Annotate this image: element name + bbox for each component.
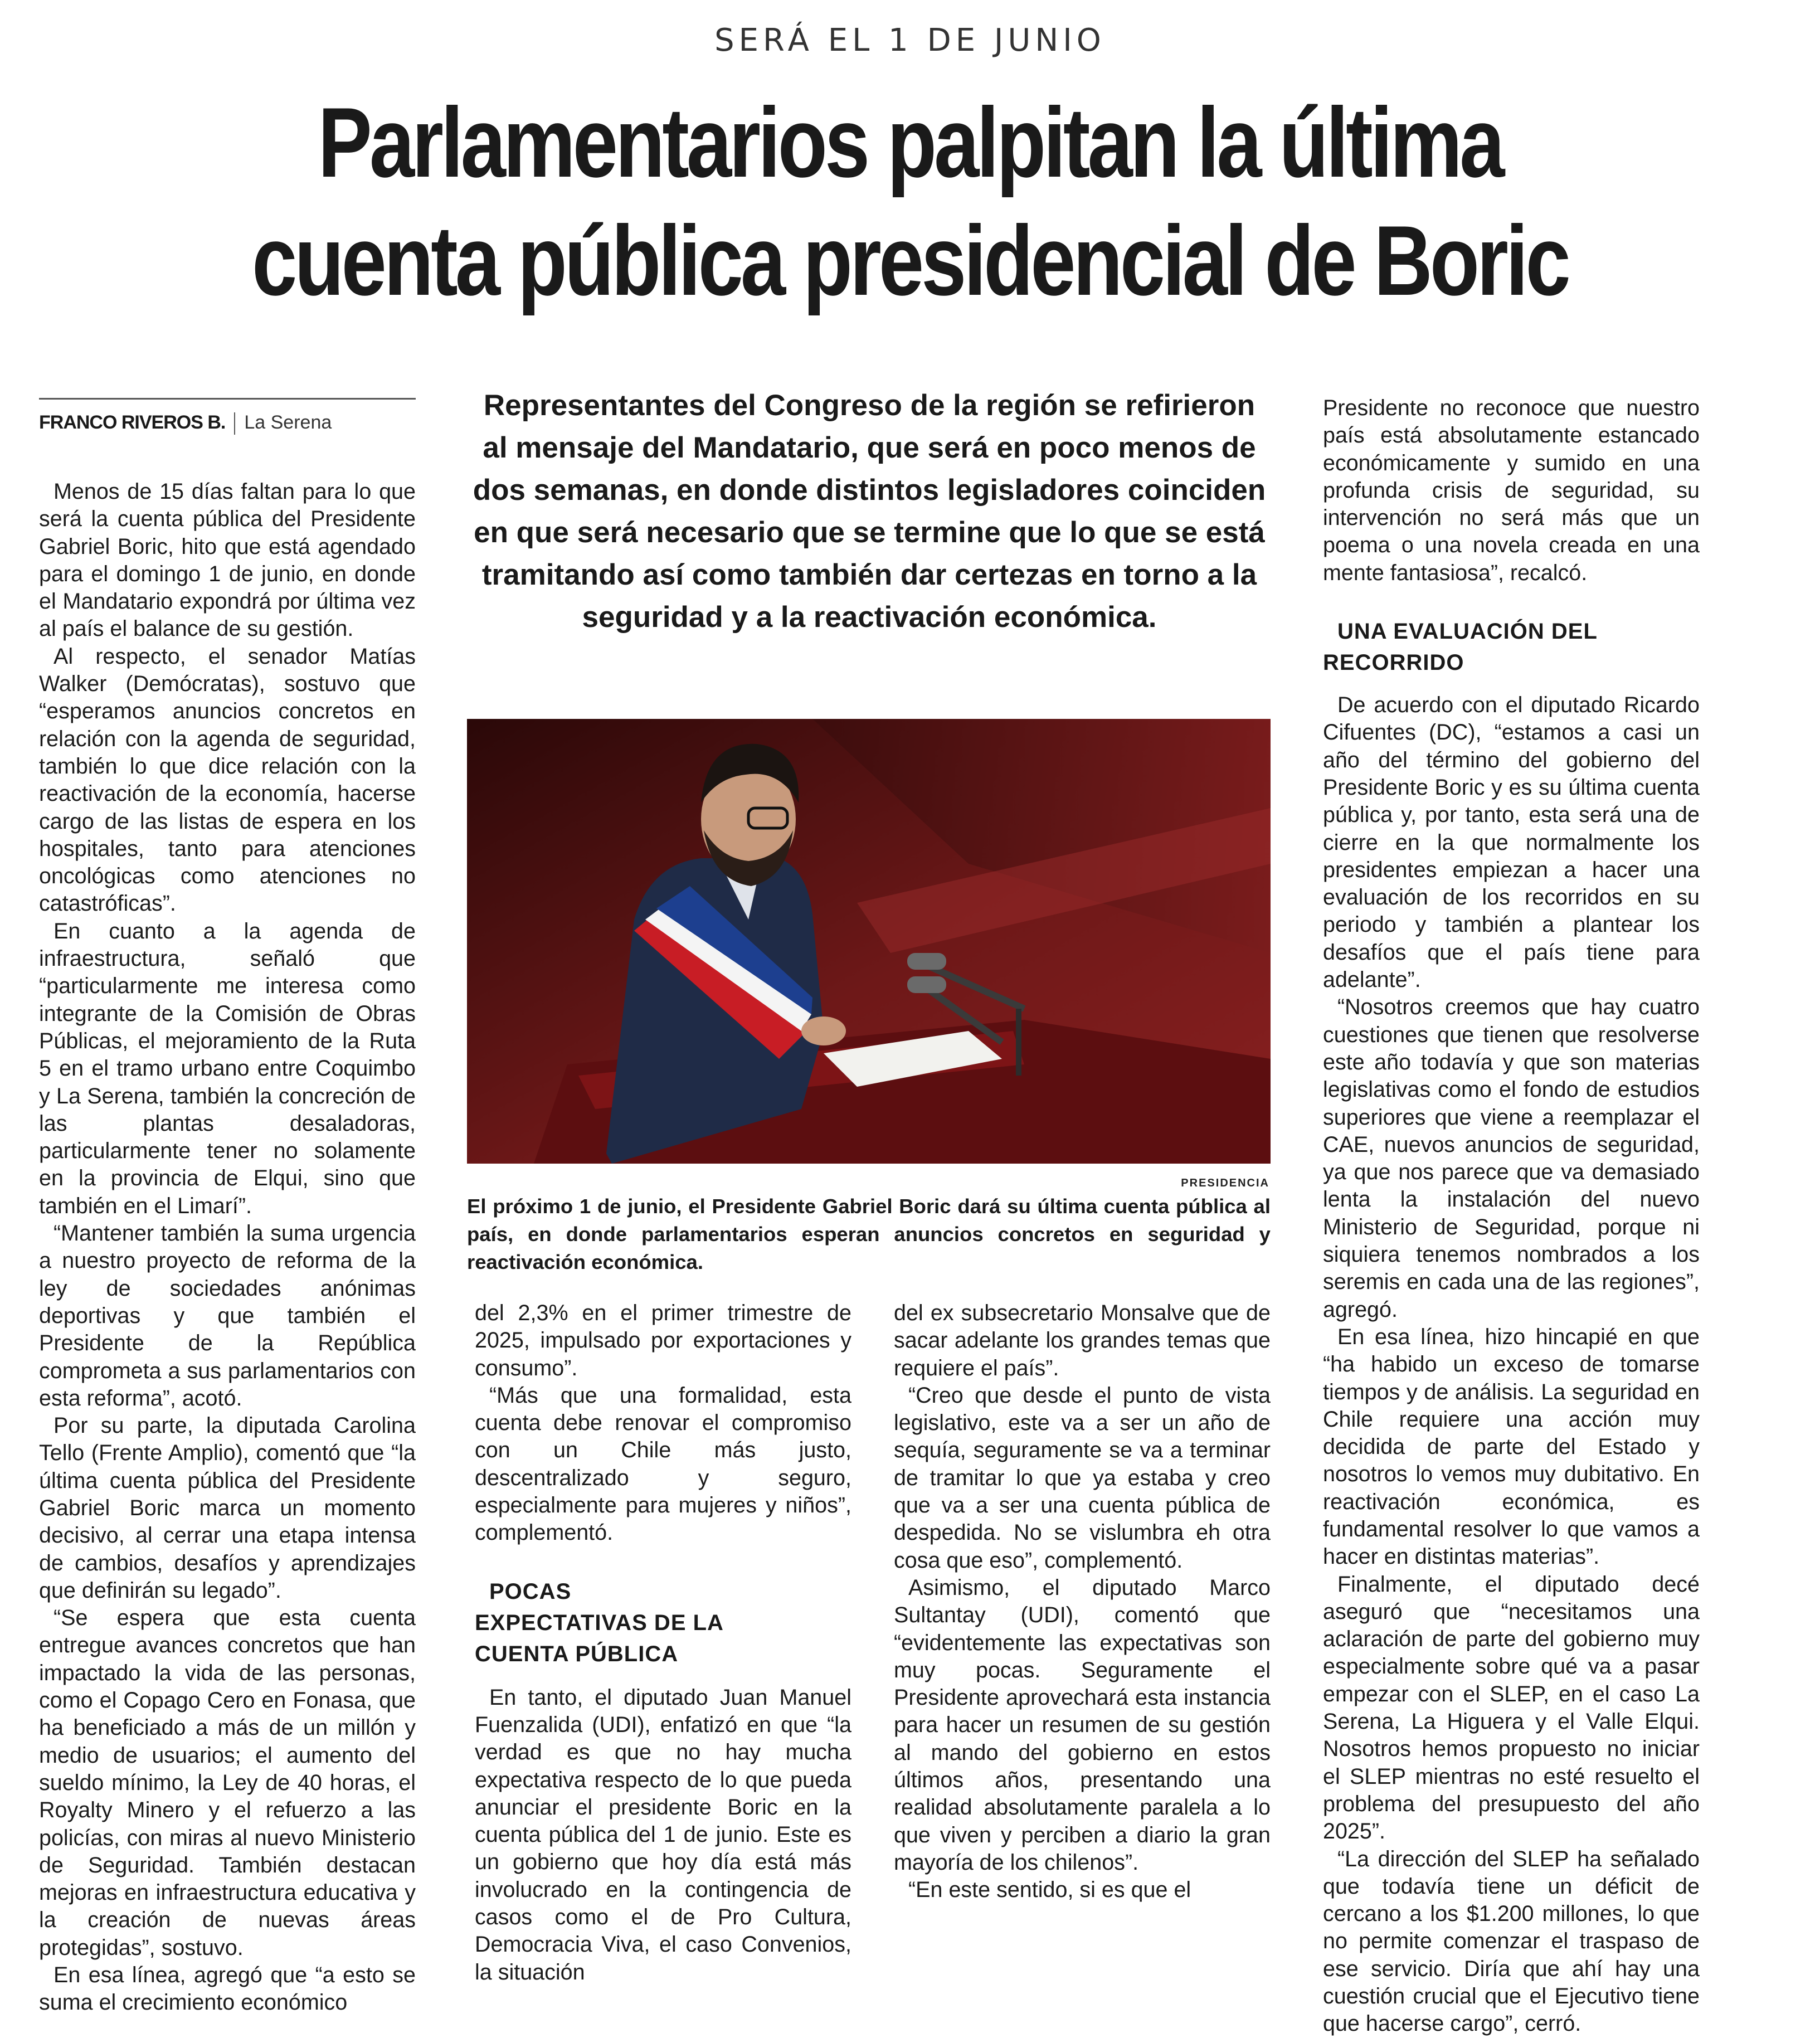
paragraph: En esa línea, hizo hincapié en que “ha habido un exceso de tomarse tiempos y de análisis. La seguridad en Chile requiere una acción muy decidida de parte del Estado y nosotros lo vemos muy dubitativo. En reactivación económica, es fundamental resolver lo que vamos a hacer en distintas materias”.: [1323, 1324, 1700, 1569]
kicker: SERÁ EL 1 DE JUNIO: [714, 22, 1106, 59]
byline: [39, 398, 416, 437]
paragraph: “Más que una formalidad, esta cuenta debe renovar el compromiso con un Chile más justo, descentralizado y seguro, especialmente para mujeres y niños”, complementó.: [475, 1383, 851, 1545]
article-column-3: [894, 1300, 1271, 1904]
paragraph: “Nosotros creemos que hay cuatro cuestiones que tienen que resolverse este año todavía y que son materias legislativas como el fondo de estudios superiores que viene a reemplazar el CAE, nuevos anuncios de seguridad, ya que nos parece que va demasiado lenta la instalación del nuevo Ministerio de Seguridad, porque ni siquiera tenemos nombrados a los seremis en cada una de las regiones”, agregó.: [1323, 995, 1700, 1322]
president-speech-photo: [467, 719, 1271, 1164]
lead-paragraph: Representantes del Congreso de la región se refirieron al mensaje del Mandatario, que será en poco menos de dos semanas, en donde distintos legisladores coinciden en que será necesario que se termine que lo que se está tramitando así como también dar certezas en torno a la seguridad y a la reactivación económica.: [473, 389, 1266, 634]
section-subhead: POCAS EXPECTATIVAS DE LA CUENTA PÚBLICA: [475, 1579, 723, 1666]
photo-credit: PRESIDENCIA: [1181, 1177, 1269, 1189]
headline-line-1: Parlamentarios palpitan la última: [318, 87, 1502, 198]
paragraph: “Creo que desde el punto de vista legislativo, este va a ser un año de sequía, seguramente se va a terminar de tramitar lo que ya estaba y creo que va a ser una cuenta pública de despedida. No se vislumbra eh otra cosa que eso”, complementó.: [894, 1383, 1271, 1573]
article-column-1: [39, 478, 416, 2017]
paragraph: Presidente no reconoce que nuestro país está absolutamente estancado económicamente y sumido en una profunda crisis de seguridad, su intervención no será más que un poema o una novela creada en una mente fantasiosa”, recalcó.: [1323, 396, 1700, 585]
byline-divider: [234, 412, 235, 435]
paragraph: “Se espera que esta cuenta entregue avances concretos que han impactado la vida de las personas, como el Copago Cero en Fonasa, que ha beneficiado a más de un millón y medio de usuarios; el aumento del sueldo mínimo, la Ley de 40 horas, el Royalty Minero y el refuerzo a las policías, con miras al nuevo Ministerio de Seguridad. También destacan mejoras en infraestructura educativa y la creación de nuevas áreas protegidas”, sostuvo.: [39, 1606, 416, 1960]
article-column-4: [1323, 395, 1700, 2038]
paragraph: del 2,3% en el primer trimestre de 2025, impulsado por exportaciones y consumo”.: [475, 1301, 851, 1380]
paragraph: Menos de 15 días faltan para lo que será la cuenta pública del Presidente Gabriel Boric, hito que está agendado para el domingo 1 de junio, en donde el Mandatario expondrá por última vez al país el balance de su gestión.: [39, 479, 416, 641]
paragraph: “En este sentido, si es que el: [908, 1878, 1191, 1903]
section-subhead: UNA EVALUACIÓN DEL RECORRIDO: [1323, 619, 1598, 675]
paragraph: En cuanto a la agenda de infraestructura, señaló que “particularmente me interesa como integrante de la Comisión de Obras Públicas, el mejoramiento de la Ruta 5 en el tramo urbano entre Coquimbo y La Serena, también la concreción de las plantas desaladoras, particularmente tener no solamente en la provincia de Elqui, sino que también en el Limarí”.: [39, 918, 416, 1218]
paragraph: “Mantener también la suma urgencia a nuestro proyecto de reforma de la ley de sociedades anónimas deportivas y que también el Presidente de la República comprometa a sus parlamentarios con esta reforma”, acotó.: [39, 1221, 416, 1410]
paragraph: De acuerdo con el diputado Ricardo Cifuentes (DC), “estamos a casi un año del término del gobierno del Presidente Boric y es su última cuenta pública y, por tanto, esta será una de cierre en la que normalmente los presidentes empiezan a hacer una evaluación de los recorridos en su periodo y también a plantear los desafíos que el país tiene para adelante”.: [1323, 693, 1700, 993]
photo-illustration: [467, 719, 1271, 1164]
paragraph: Asimismo, el diputado Marco Sultantay (UDI), comentó que “evidentemente las expectativas son muy pocas. Seguramente el Presidente aprovechará esta instancia para hacer un resumen de su gestión al mando del gobierno en estos últimos años, presentando una realidad absolutamente paralela a lo que viven y perciben a diario la gran mayoría de los chilenos”.: [894, 1575, 1271, 1875]
paragraph: Al respecto, el senador Matías Walker (Demócratas), sostuvo que “esperamos anuncios concretos en relación con la agenda de seguridad, también lo que dice relación con la reactivación de la economía, hacerse cargo de las listas de espera en los hospitales, tanto para atenciones oncológicas como atenciones no catastróficas”.: [39, 644, 416, 916]
paragraph: Finalmente, el diputado decé aseguró que “necesitamos una aclaración de parte del gobierno muy especialmente sobre qué va a pasar empezar con el SLEP, en el caso La Serena, La Higuera y el Valle Elqui. Nosotros hemos propuesto no iniciar el SLEP mientras no esté resuelto el problema del presupuesto del año 2025”.: [1323, 1572, 1700, 1844]
headline-line-2: cuenta pública presidencial de Boric: [252, 205, 1568, 316]
paragraph: del ex subsecretario Monsalve que de sacar adelante los grandes temas que requiere el país”.: [894, 1301, 1271, 1380]
byline-location: La Serena: [244, 412, 332, 433]
article-column-2: [475, 1300, 851, 1986]
paragraph: En tanto, el diputado Juan Manuel Fuenzalida (UDI), enfatizó en que “la verdad es que no hay mucha expectativa respecto de lo que pueda anunciar el presidente Boric en la cuenta pública del 1 de junio. Este es un gobierno que hoy día está más involucrado en la contingencia de casos como el de Pro Cultura, Democracia Viva, el caso Convenios, la situación: [475, 1685, 851, 1985]
paragraph: Por su parte, la diputada Carolina Tello (Frente Amplio), comentó que “la última cuenta pública del Presidente Gabriel Boric marca un momento decisivo, al cerrar una etapa intensa de cambios, desafíos y aprendizajes que definirán su legado”.: [39, 1413, 416, 1603]
paragraph: “La dirección del SLEP ha señalado que todavía tiene un déficit de cercano a los $1.200 millones, lo que no permite comenzar el traspaso de ese servicio. Diría que ahí hay una cuestión crucial que el Ejecutivo tiene que hacerse cargo”, cerró.: [1323, 1846, 1700, 2036]
byline-author: FRANCO RIVEROS B.: [39, 412, 226, 433]
headline: [218, 84, 1601, 320]
paragraph: En esa línea, agregó que “a esto se suma el crecimiento económico: [39, 1963, 416, 2015]
photo-caption: El próximo 1 de junio, el Presidente Gabriel Boric dará su última cuenta pública al país, en donde parlamentarios esperan anuncios concretos en seguridad y reactivación económica.: [467, 1195, 1271, 1273]
